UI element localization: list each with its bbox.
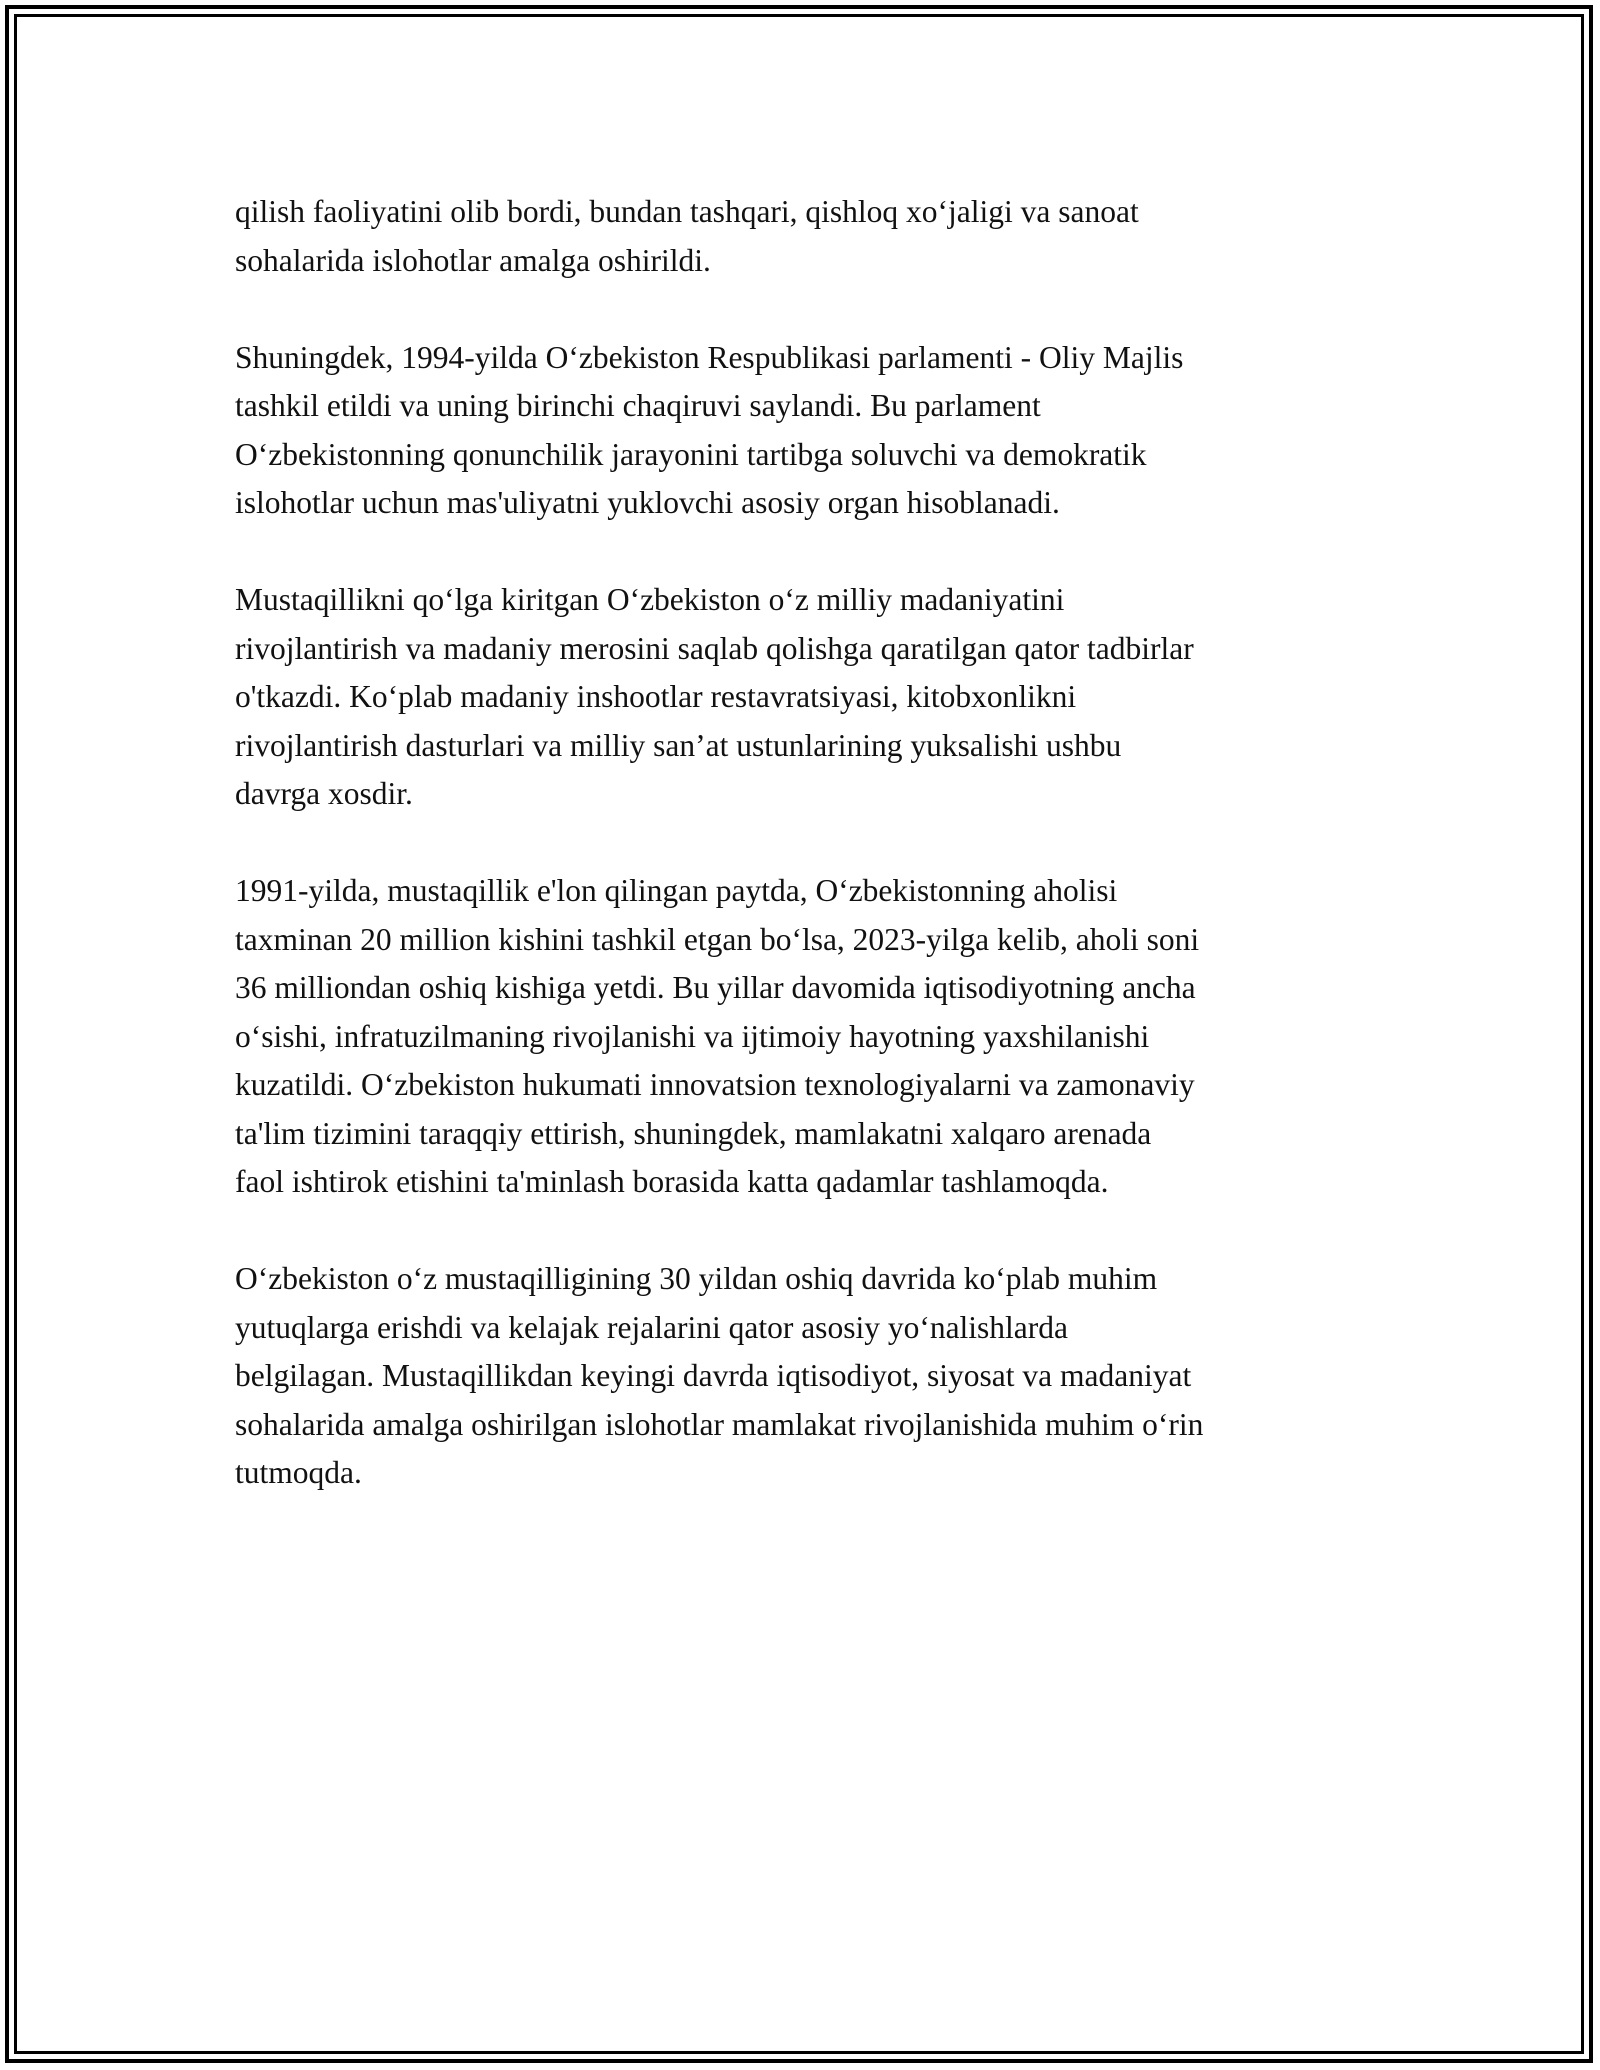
paragraph-achievements: O‘zbekiston o‘z mustaqilligining 30 yildan oshiq davrida ko‘plab muhim yutuqlarga erishdi va kelajak rejalarini qator asosiy yo‘nalishlarda belgilagan. Mustaqillikdan keyingi davrda iqtisodiyot, siyosat va madaniyat sohalarida amalga oshirilgan islohotlar mamlakat rivojlanishida muhim o‘rin tutmoqda.	[235, 1261, 1204, 1490]
paragraph-oliy-majlis: Shuningdek, 1994-yilda O‘zbekiston Respublikasi parlamenti - Oliy Majlis tashkil etildi va uning birinchi chaqiruvi saylandi. Bu parlament O‘zbekistonning qonunchilik jarayonini tartibga soluvchi va demokratik islohotlar uchun mas'uliyatni yuklovchi asosiy organ hisoblanadi.	[235, 339, 1184, 520]
paragraph-population: 1991-yilda, mustaqillik e'lon qilingan paytda, O‘zbekistonning aholisi taxminan 20 million kishini tashkil etgan bo‘lsa, 2023-yilga kelib, aholi soni 36 milliondan oshiq kishiga yetdi. Bu yillar davomida iqtisodiyotning ancha o‘sishi, infratuzilmaning rivojlanishi va ijtimoiy hayotning yaxshilanishi kuzatildi. O‘zbekiston hukumati innovatsion texnologiyalarni va zamonaviy ta'lim tizimini taraqqiy ettirish, shuningdek, mamlakatni xalqaro arenada faol ishtirok etishini ta'minlash borasida katta qadamlar tashlamoqda.	[235, 873, 1200, 1199]
paragraph-culture: Mustaqillikni qo‘lga kiritgan O‘zbekiston o‘z milliy madaniyatini rivojlantirish va madaniy merosini saqlab qolishga qaratilgan qator tadbirlar o'tkazdi. Ko‘plab madaniy inshootlar restavratsiyasi, kitobxonlikni rivojlantirish dasturlari va milliy san’at ustunlarining yuksalishi ushbu davrga xosdir.	[235, 582, 1194, 811]
document-body	[235, 188, 1375, 1546]
paragraph-continuation: qilish faoliyatini olib bordi, bundan tashqari, qishloq xo‘jaligi va sanoat sohalarida islohotlar amalga oshirildi.	[235, 194, 1139, 278]
